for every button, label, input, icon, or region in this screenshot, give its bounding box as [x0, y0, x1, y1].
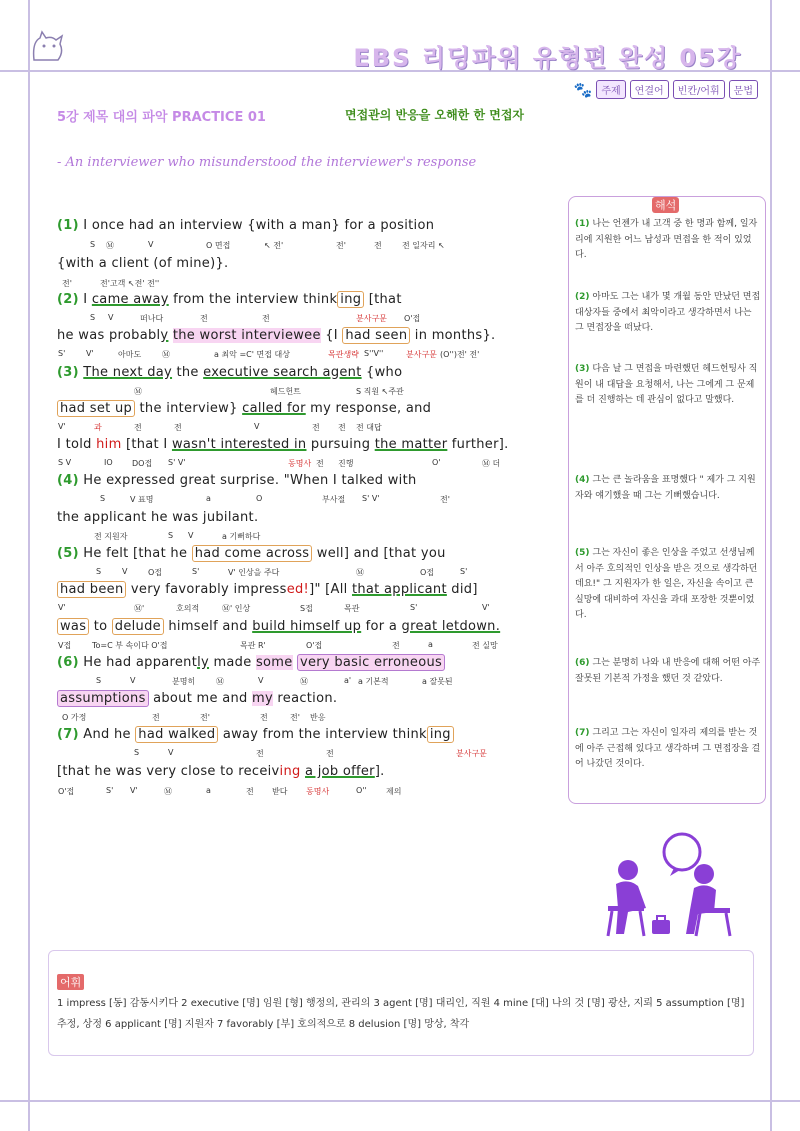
translation-paragraph-2: (2) 아마도 그는 내가 몇 개월 동안 만났던 면접 대상자들 중에서 최악이라고 생각하면서 나는 그 면접장을 떠났다. [575, 292, 761, 333]
gloss: a 최악 =C' 면접 대상 [214, 350, 290, 359]
gloss: 과 [94, 423, 102, 432]
tag-grammar[interactable]: 문법 [729, 80, 758, 99]
vocabulary-list: 1 impress [동] 감동시키다 2 executive [명] 임원 [형] 행정의, 관리의 3 agent [명] 대리인, 직원 4 mine [대] 나의 것 [명] 광산, 지뢰 5 assumption [명] 추정, 상정 6 applicant [명] 지원자 7 favorably [부] 호의적으로 8 delusion [명] 망상, 착각 [57, 998, 745, 1030]
gloss: 분사구문 [456, 749, 487, 758]
gloss: 진행 [338, 459, 354, 468]
gloss: 동명사 [288, 459, 312, 468]
passage-line-16: [that he was very close to receiving a job offer]. [57, 764, 385, 779]
translation-heading: 해석 [652, 197, 679, 213]
gloss: S V [58, 458, 72, 467]
tag-topic[interactable]: 주제 [596, 80, 625, 99]
gloss: V [168, 748, 174, 757]
passage-line-5: (3) The next day the executive search agent {who [57, 365, 403, 380]
gloss: 전 [152, 713, 160, 722]
gloss: 전 [262, 314, 270, 323]
paw-icon: 🐾 [573, 80, 593, 99]
gloss: 전 [134, 423, 142, 432]
gloss: S [168, 531, 174, 540]
gloss: Ⓜ [134, 387, 142, 396]
passage-line-15: (7) And he had walked away from the interview think ing [57, 727, 454, 742]
gloss: 전' [62, 279, 72, 288]
gloss: 분사구문 [356, 314, 387, 323]
gloss: To=C 부 속이다 O'접 [92, 641, 168, 650]
left-margin-line [28, 0, 30, 1131]
gloss: 제의 [386, 787, 402, 796]
gloss: O접 [148, 568, 163, 577]
gloss: 전 [374, 241, 382, 250]
gloss: Ⓜ [300, 677, 308, 686]
gloss: 목관 R' [240, 641, 266, 650]
gloss: S' V' [362, 494, 380, 503]
gloss: 전 [326, 749, 334, 758]
translation-paragraph-7: (7) 그리고 그는 자신이 일자리 제의를 받는 것에 아주 근접해 있다고 생각하며 그 면접장을 걸어 나갔던 것이다. [575, 728, 761, 769]
gloss: O [256, 494, 263, 503]
gloss: 떠나다 [140, 314, 164, 323]
passage-line-9: the applicant he was jubilant. [57, 510, 259, 525]
gloss: V접 [58, 641, 72, 650]
gloss: ↖ 전' [264, 241, 284, 250]
gloss: O'접 [404, 314, 421, 323]
gloss: S' V' [168, 458, 186, 467]
gloss: a 잘못된 [422, 677, 453, 686]
gloss: Ⓜ' 인상 [222, 604, 251, 613]
gloss: S [134, 748, 140, 757]
gloss: O'' [356, 786, 367, 795]
gloss: 전 [246, 787, 254, 796]
passage-line-7: I told him [that I wasn't interested in pursuing the matter further]. [57, 437, 509, 452]
gloss: DO접 [132, 459, 153, 468]
gloss: 목관 [344, 604, 360, 613]
passage-line-2: {with a client (of mine)}. [57, 256, 229, 271]
gloss: V [122, 567, 128, 576]
gloss: S [96, 676, 102, 685]
gloss: Ⓜ [216, 677, 224, 686]
gloss: Ⓜ' [134, 604, 145, 613]
gloss: S [90, 240, 96, 249]
gloss: 전 대답 [356, 423, 382, 432]
gloss: a [206, 494, 211, 503]
passage-line-1: (1) I once had an interview {with a man} for a position [57, 218, 435, 233]
gloss: S' [58, 349, 66, 358]
passage-line-13: (6) He had apparently made some very basic erroneous [57, 655, 445, 670]
section-subtitle: 면접관의 반응을 오해한 한 면접자 [345, 108, 525, 122]
gloss: 분명히 [172, 677, 196, 686]
interview-illustration-icon [598, 830, 738, 942]
gloss: V' [58, 422, 66, 431]
gloss: 전 [312, 423, 320, 432]
cat-logo-icon [30, 30, 64, 64]
gloss: O'접 [306, 641, 323, 650]
gloss: 아마도 [118, 350, 142, 359]
section-title: 5강 제목 대의 파악 PRACTICE 01 [57, 110, 266, 125]
gloss: O'접 [58, 787, 75, 796]
gloss: O' [432, 458, 441, 467]
passage-line-11: had been very favorably impressed!]" [All that applicant did] [57, 582, 478, 597]
gloss: V' [482, 603, 490, 612]
gloss: 전' [440, 495, 450, 504]
english-title: - An interviewer who misunderstood the interviewer's response [57, 155, 477, 170]
gloss: 반응 [310, 713, 326, 722]
passage-line-4: he was probably the worst interviewee {I had seen in months}. [57, 328, 496, 343]
gloss: S [90, 313, 96, 322]
gloss: a [428, 640, 433, 649]
gloss: S [96, 567, 102, 576]
gloss: Ⓜ [106, 241, 114, 250]
translation-paragraph-6: (6) 그는 분명히 나와 내 반응에 대해 어떤 아주 잘못된 기본적 가정을 했던 것 같았다. [575, 658, 761, 684]
gloss: 부사절 [322, 495, 346, 504]
tag-connector[interactable]: 연결어 [630, 80, 669, 99]
gloss: S''V'' [364, 349, 384, 358]
gloss: Ⓜ 더 [482, 459, 501, 468]
gloss: IO [104, 458, 113, 467]
gloss: S' [106, 786, 114, 795]
gloss: V [254, 422, 260, 431]
gloss: 전 일자리 ↖ [402, 241, 445, 250]
footer-rule [0, 1100, 800, 1102]
gloss: 전'고객 ↖전' 전'' [100, 279, 160, 288]
passage-line-12: was to delude himself and build himself up for a great letdown. [57, 619, 500, 634]
gloss: O 가정 [62, 713, 87, 722]
gloss: a 기본적 [358, 677, 389, 686]
translation-paragraph-4: (4) 그는 큰 놀라움을 표명했다 " 제가 그 지원자와 얘기했을 때 그는 기뻐했습니다. [575, 475, 756, 501]
translation-paragraph-5: (5) 그는 자신이 좋은 인상을 주었고 선생님께서 아주 호의적인 인상을 받은 것으로 생각하던데요!" 그 지원자가 한 일은, 자신을 속이고 큰 실망에 대비하여 자신을 과대 포장한 것뿐이었다. [575, 548, 758, 620]
gloss: 전' [200, 713, 210, 722]
gloss: 받다 [272, 787, 288, 796]
gloss: 전' [336, 241, 346, 250]
gloss: S' [410, 603, 418, 612]
passage-line-8: (4) He expressed great surprise. "When I talked with [57, 473, 417, 488]
gloss: 호의적 [176, 604, 200, 613]
gloss: 전 [392, 641, 400, 650]
gloss: V [188, 531, 194, 540]
vocabulary-heading: 어휘 [57, 974, 84, 990]
category-tags [574, 80, 758, 99]
gloss: a 기뻐하다 [222, 532, 261, 541]
gloss: 목관생략 [328, 350, 359, 359]
passage-line-6: had set up the interview} called for my response, and [57, 401, 431, 416]
gloss: V [148, 240, 154, 249]
translation-paragraph-1: (1) 나는 언젠가 내 고객 중 한 명과 함께, 일자리에 지원한 어느 남성과 면접을 한 적이 있었다. [575, 219, 758, 260]
gloss: 동명사 [306, 787, 330, 796]
gloss: V' [86, 349, 94, 358]
gloss: S' [192, 567, 200, 576]
gloss: 전 [338, 423, 346, 432]
header-title: EBS 리딩파워 유형편 완성 05강 [353, 44, 742, 72]
translation-paragraph-3: (3) 다음 날 그 면접을 마련했던 헤드헌팅사 직원이 내 대답을 요청해서, 나는 그에게 그 문제를 더 진행하는 데 관심이 없다고 말했다. [575, 364, 758, 405]
gloss: V' [58, 603, 66, 612]
gloss: S [100, 494, 106, 503]
gloss: V' [130, 786, 138, 795]
gloss: V' 인상을 주다 [228, 568, 280, 577]
gloss: V 표명 [130, 495, 154, 504]
gloss: 전 [200, 314, 208, 323]
gloss: 전' [290, 713, 300, 722]
gloss: (O'')전' 전' [440, 350, 480, 359]
gloss: S' [460, 567, 468, 576]
gloss: S 직원 ↖주관 [356, 387, 404, 396]
gloss: V [258, 676, 264, 685]
gloss: 분사구문 [406, 350, 437, 359]
gloss: 헤드헌트 [270, 387, 301, 396]
gloss: a [206, 786, 211, 795]
gloss: a' [344, 676, 352, 685]
gloss: 전 지원자 [94, 532, 128, 541]
tag-blank-vocab[interactable]: 빈칸/어휘 [673, 80, 725, 99]
gloss: Ⓜ [162, 350, 170, 359]
gloss: O접 [420, 568, 435, 577]
passage-line-10: (5) He felt [that he had come across well] and [that you [57, 546, 446, 561]
gloss: 전 [256, 749, 264, 758]
gloss: 전 [174, 423, 182, 432]
gloss: 전 실망 [472, 641, 498, 650]
gloss: S접 [300, 604, 313, 613]
gloss: 전 [316, 459, 324, 468]
passage-line-14: assumptions about me and my reaction. [57, 691, 337, 706]
gloss: V [108, 313, 114, 322]
gloss: 전 [260, 713, 268, 722]
gloss: O 면접 [206, 241, 231, 250]
right-margin-line [770, 0, 772, 1131]
gloss: V [130, 676, 136, 685]
passage-line-3: (2) I came away from the interview think ing [that [57, 292, 402, 307]
gloss: Ⓜ [356, 568, 364, 577]
gloss: Ⓜ [164, 787, 172, 796]
